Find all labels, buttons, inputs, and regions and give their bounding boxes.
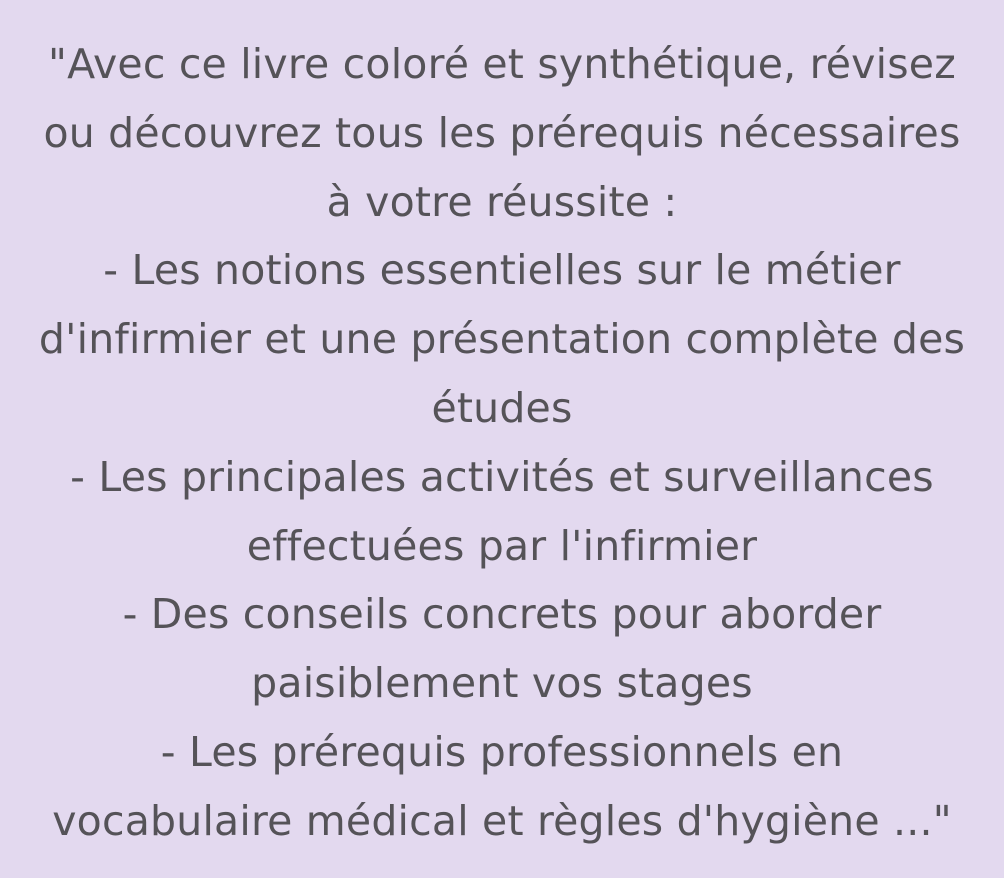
quote-line-bullet-1c: études	[431, 383, 573, 432]
quote-line-bullet-1b: d'infirmier et une présentation complète des	[38, 315, 966, 364]
quote-line-intro-2: ou découvrez tous les prérequis nécessaires	[43, 108, 961, 157]
quote-line-bullet-4a: - Les prérequis professionnels en	[160, 727, 844, 776]
quote-line-intro-1: "Avec ce livre coloré et synthétique, révisez	[48, 40, 956, 88]
quote-line-bullet-1a: - Les notions essentielles sur le métier	[103, 246, 901, 295]
quote-line-bullet-2b: effectuées par l'infirmier	[246, 521, 758, 570]
quote-text	[0, 30, 1004, 856]
quote-line-bullet-4b: vocabulaire médical et règles d'hygiène ..."	[52, 796, 952, 845]
quote-line-intro-3: à votre réussite :	[326, 177, 678, 226]
quote-line-bullet-2a: - Les principales activités et surveillances	[70, 452, 934, 501]
quote-line-bullet-3a: - Des conseils concrets pour aborder	[122, 590, 882, 639]
quote-line-bullet-3b: paisiblement vos stages	[251, 659, 753, 708]
